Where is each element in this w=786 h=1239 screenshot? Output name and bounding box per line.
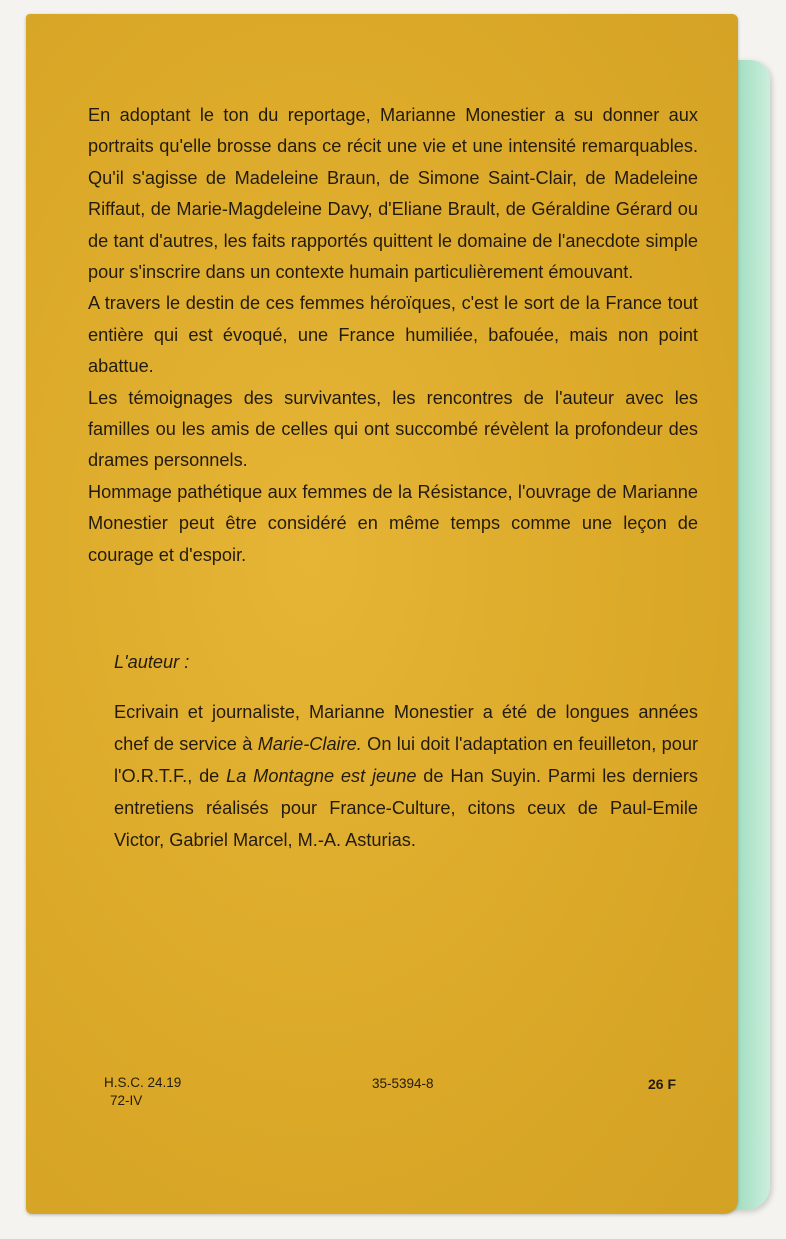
- blurb-paragraph-1: En adoptant le ton du reportage, Marianne Monestier a su donner aux portraits qu'elle brosse dans ce récit une vie et une intensité remarquables. Qu'il s'agisse de Madeleine Braun, de Simone Saint-Clair, de Madeleine Riffaut, de Marie-Magdeleine Davy, d'Eliane Brault, de Géraldine Gérard ou de tant d'autres, les faits rapportés quittent le domaine de l'anecdote simple pour s'inscrire dans un contexte humain particulièrement émouvant.: [88, 105, 698, 283]
- catalog-code: [104, 1074, 181, 1110]
- blurb-text: [88, 100, 698, 571]
- blurb-paragraph-4: Hommage pathétique aux femmes de la Résistance, l'ouvrage de Marianne Monestier peut être considéré en même temps comme une leçon de courage et d'espoir.: [88, 481, 698, 565]
- price-label: 26 F: [648, 1076, 677, 1092]
- author-bio-part-1: Ecrivain et journaliste, Marianne Monestier a été de longues années chef de service à: [114, 702, 698, 754]
- author-bio-part-2: On lui doit l'adaptation en feuilleton, pour l'O.R.T.F., de: [114, 734, 699, 786]
- author-bio: [114, 696, 698, 856]
- catalog-code-line-1: H.S.C. 24.19: [104, 1075, 182, 1090]
- book-number: 35-5394-8: [372, 1076, 434, 1091]
- author-heading: L'auteur :: [114, 652, 190, 672]
- author-bio-magazine: Marie-Claire.: [257, 734, 362, 754]
- author-bio-part-3: de Han Suyin. Parmi les derniers entretiens réalisés pour France-Culture, citons ceux de Paul-Emile Victor, Gabriel Marcel, M.-A. Asturias.: [114, 766, 698, 850]
- blurb-paragraph-3: Les témoignages des survivantes, les rencontres de l'auteur avec les familles ou les amis de celles qui ont succombé révèlent la profondeur des drames personnels.: [88, 387, 698, 471]
- catalog-code-line-2: 72-IV: [110, 1093, 143, 1108]
- blurb-paragraph-2: A travers le destin de ces femmes héroïques, c'est le sort de la France tout entière qui est évoqué, une France humiliée, bafouée, mais non point abattue.: [88, 293, 698, 377]
- author-bio-title: La Montagne est jeune: [226, 766, 417, 786]
